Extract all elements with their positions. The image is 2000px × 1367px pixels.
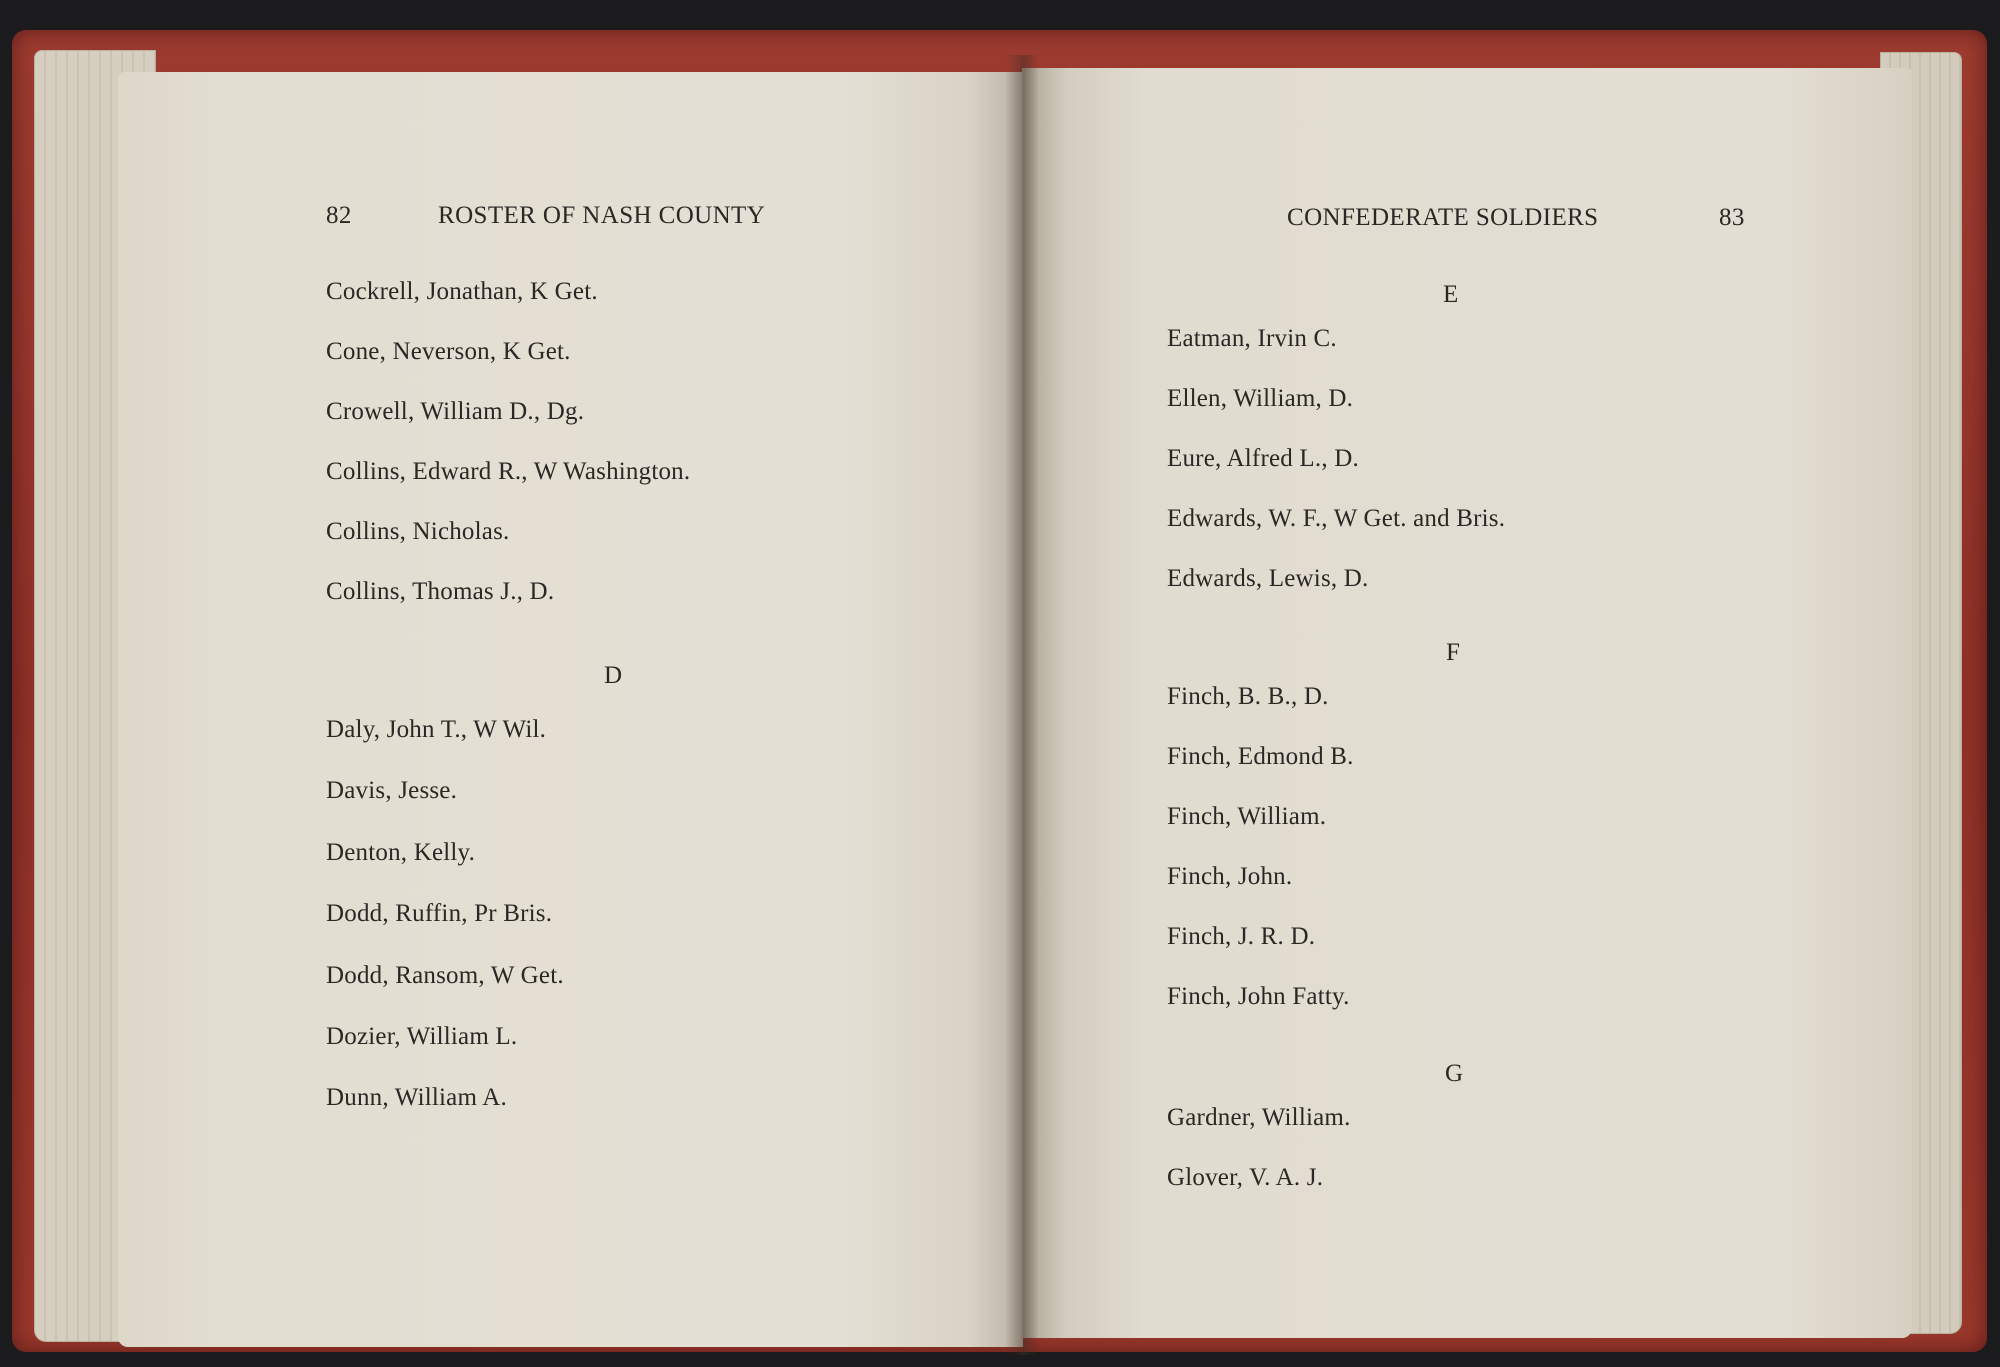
roster-entry: Eure, Alfred L., D. — [1167, 445, 1359, 472]
left-page — [118, 72, 1023, 1347]
section-letter-d: D — [604, 662, 623, 689]
right-page — [1022, 68, 1912, 1338]
roster-entry: Edwards, W. F., W Get. and Bris. — [1167, 505, 1506, 532]
roster-entry: Ellen, William, D. — [1167, 385, 1354, 412]
roster-entry: Finch, John Fatty. — [1167, 983, 1350, 1010]
page-number-right: 83 — [1719, 204, 1745, 231]
roster-entry: Davis, Jesse. — [326, 777, 458, 804]
roster-entry: Finch, B. B., D. — [1167, 683, 1329, 710]
roster-entry: Collins, Edward R., W Washington. — [326, 458, 691, 485]
roster-entry: Collins, Thomas J., D. — [326, 578, 555, 605]
roster-entry: Finch, John. — [1167, 863, 1293, 890]
roster-entry: Daly, John T., W Wil. — [326, 716, 547, 743]
roster-entry: Collins, Nicholas. — [326, 518, 510, 545]
roster-entry: Dodd, Ruffin, Pr Bris. — [326, 900, 553, 927]
roster-entry: Dunn, William A. — [326, 1084, 507, 1111]
roster-entry: Glover, V. A. J. — [1167, 1164, 1324, 1191]
section-letter-f: F — [1446, 639, 1461, 666]
section-letter-e: E — [1443, 281, 1459, 308]
roster-entry: Finch, J. R. D. — [1167, 923, 1316, 950]
roster-entry: Cockrell, Jonathan, K Get. — [326, 278, 598, 305]
roster-entry: Eatman, Irvin C. — [1167, 325, 1337, 352]
roster-entry: Denton, Kelly. — [326, 839, 476, 866]
roster-entry: Crowell, William D., Dg. — [326, 398, 585, 425]
section-letter-g: G — [1445, 1060, 1464, 1087]
roster-entry: Finch, William. — [1167, 803, 1327, 830]
page-number-left: 82 — [326, 202, 352, 229]
roster-entry: Dozier, William L. — [326, 1023, 518, 1050]
running-head-left: ROSTER OF NASH COUNTY — [438, 202, 766, 229]
book-gutter-shadow — [1005, 55, 1039, 1355]
roster-entry: Edwards, Lewis, D. — [1167, 565, 1369, 592]
roster-entry: Finch, Edmond B. — [1167, 743, 1354, 770]
roster-entry: Gardner, William. — [1167, 1104, 1351, 1131]
roster-entry: Dodd, Ransom, W Get. — [326, 962, 564, 989]
roster-entry: Cone, Neverson, K Get. — [326, 338, 571, 365]
running-head-right: CONFEDERATE SOLDIERS — [1287, 204, 1599, 231]
